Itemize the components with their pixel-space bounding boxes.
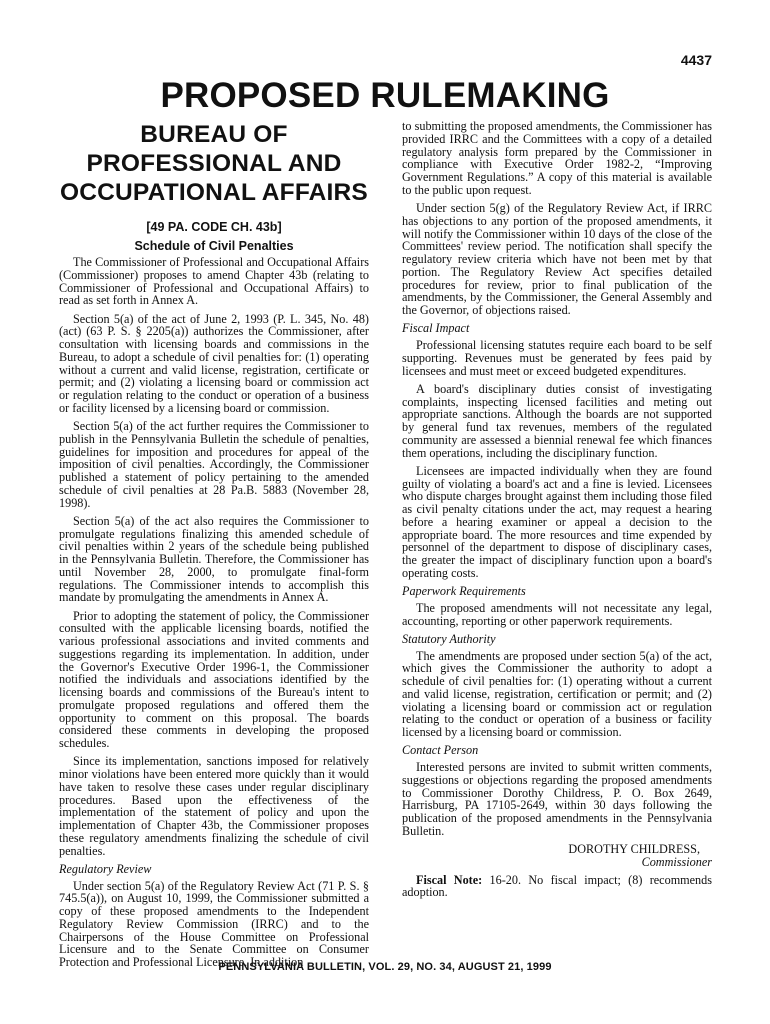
signer-title: Commissioner: [641, 854, 712, 869]
page-number: 4437: [680, 52, 712, 68]
right-column: [402, 120, 712, 905]
paragraph: The amendments are proposed under section 5(a) of the act, which gives the Commissioner the authority to adopt a schedule of civil penalties for: (1) operating without a current and valid license, registration, certification or permit; and (2) violating a licensing board or commission act or regulation relating to the conduct or operation of a business or facility licensed by a licensing board or commission.: [402, 648, 712, 739]
rule-subject: Schedule of Civil Penalties: [134, 239, 294, 253]
fiscal-impact-heading: Fiscal Impact: [402, 321, 470, 336]
left-column: [59, 120, 369, 974]
signer-name: DOROTHY CHILDRESS,: [568, 842, 700, 856]
paragraph: Since its implementation, sanctions imposed for relatively minor violations have been entered more quickly than it would have taken to resolve these cases under regular disciplinary procedures. Based upon the effectiveness of the implementation of the statement of policy and upon the implementation of Chapter 43b, the Commissioner proposes these regulatory amendments finalizing the schedule of civil penalties.: [59, 754, 369, 858]
paragraph: Section 5(a) of the act of June 2, 1993 (P. L. 345, No. 48) (act) (63 P. S. § 2205(a)) authorizes the Commissioner, after consultation with licensing boards and commissions in the Bureau, to adopt a schedule of civil penalties for: (1) operating without a current and valid license, registration, certificate or permit; and (2) violating a licensing board or commission act or regulation relating to the conduct or operation of a business or facility licensed by a licensing board or commission.: [59, 311, 369, 415]
footer-citation: PENNSYLVANIA BULLETIN, VOL. 29, NO. 34, AUGUST 21, 1999: [218, 961, 552, 973]
paperwork-heading: Paperwork Requirements: [402, 584, 526, 598]
fiscal-note: [402, 874, 712, 900]
paragraph: The Commissioner of Professional and Occupational Affairs (Commissioner) proposes to amend Chapter 43b (relating to Commissioner of Professional and Occupational Affairs) to read as set forth in Annex A.: [59, 255, 369, 308]
fiscal-note-text: 16-20. No fiscal impact; (8) recommends adoption.: [402, 872, 712, 900]
paragraph: Section 5(a) of the act also requires the Commissioner to promulgate regulations finalizing this amended schedule of civil penalties within 2 years of the schedule being published in the Pennsylvania Bulletin. Therefore, the Commissioner has until November 28, 2000, to promulgate final-form regulations. The Commissioner intends to accomplish this mandate by promulgating the amendments in Annex A.: [59, 513, 369, 605]
agency-title: BUREAU OF PROFESSIONAL AND OCCUPATIONAL AFFAIRS: [60, 121, 368, 206]
paragraph: to submitting the proposed amendments, the Commissioner has provided IRRC and the Committees with a copy of a detailed regulatory analysis form prepared by the Commissioner in compliance with Executive Order 1982-2, “Improving Government Regulations.” A copy of this material is available to the public upon request.: [402, 119, 712, 197]
section-title: PROPOSED RULEMAKING: [160, 76, 610, 115]
paragraph: Prior to adopting the statement of policy, the Commissioner consulted with the applicable licensing boards, notified the various professional associations and invited comments and suggestions regarding its implementation. In addition, under the Governor's Executive Order 1996-1, the Commissioner notified the individuals and associations identified by the licensing boards and commissions of the Bureau's intent to promulgate proposed regulations and offered them the opportunity to comment on this proposal. The boards considered these comments in developing the proposed schedules.: [59, 608, 369, 750]
fiscal-note-label: Fiscal Note:: [416, 872, 483, 887]
paragraph: Interested persons are invited to submit written comments, suggestions or objections regarding the proposed amendments to Commissioner Dorothy Childress, P. O. Box 2649, Harrisburg, PA 17105-2649, within 30 days following the publication of the proposed amendments in the Pennsylvania Bulletin.: [402, 760, 712, 838]
contact-person-heading: Contact Person: [402, 743, 479, 758]
paragraph: Under section 5(a) of the Regulatory Review Act (71 P. S. § 745.5(a)), on August 10, 1999, the Commissioner submitted a copy of these proposed amendments to the Independent Regulatory Review Commission (IRRC) and to the Chairpersons of the House Committee on Professional Licensure and to the Senate Committee on Consumer Protection and Professional Licensure. In addition: [59, 878, 369, 969]
code-reference: [49 PA. CODE CH. 43b]: [146, 220, 282, 234]
regulatory-review-heading: Regulatory Review: [59, 861, 152, 876]
paragraph: Licensees are impacted individually when they are found guilty of violating a board's act and a fine is levied. Licensees who dispute charges brought against them including those filed as civil penalty citations under the act, may request a hearing before a hearing examiner or appeal a decision to the appropriate board. The more resources and time expended by personnel of the department to dispose of disciplinary cases, the greater the impact of disciplinary function upon a board's operating costs.: [402, 463, 712, 580]
statutory-authority-heading: Statutory Authority: [402, 631, 496, 646]
paragraph: A board's disciplinary duties consist of investigating complaints, inspecting licensed facilities and meting out appropriate sanctions. Although the boards are not supported by general fund tax revenues, members of the regulated community are assessed a biennial renewal fee which finances them operations, including the disciplinary function.: [402, 381, 712, 460]
paragraph: The proposed amendments will not necessitate any legal, accounting, reporting or other paperwork requirements.: [402, 600, 712, 628]
paragraph: Professional licensing statutes require each board to be self supporting. Revenues must be generated by fees paid by licensees and must meet or exceed budgeted expenditures.: [402, 338, 712, 378]
paragraph: Under section 5(g) of the Regulatory Review Act, if IRRC has objections to any portion of the proposed amendments, it will notify the Commissioner within 10 days of the close of the Committees' review period. The notification shall specify the regulatory review criteria which have not been met by that portion. The Regulatory Review Act specifies detailed procedures for review, prior to final publication of the amendments, by the Commissioner, the General Assembly and the Governor, of objections raised.: [402, 201, 712, 317]
paragraph: Section 5(a) of the act further requires the Commissioner to publish in the Pennsylvania Bulletin the schedule of penalties, guidelines for imposition and procedures for appeal of the imposition of civil penalties. Accordingly, the Commissioner published a statement of policy pertaining to the amended schedule of civil penalties at 28 Pa.B. 5883 (November 28, 1998).: [59, 419, 369, 510]
